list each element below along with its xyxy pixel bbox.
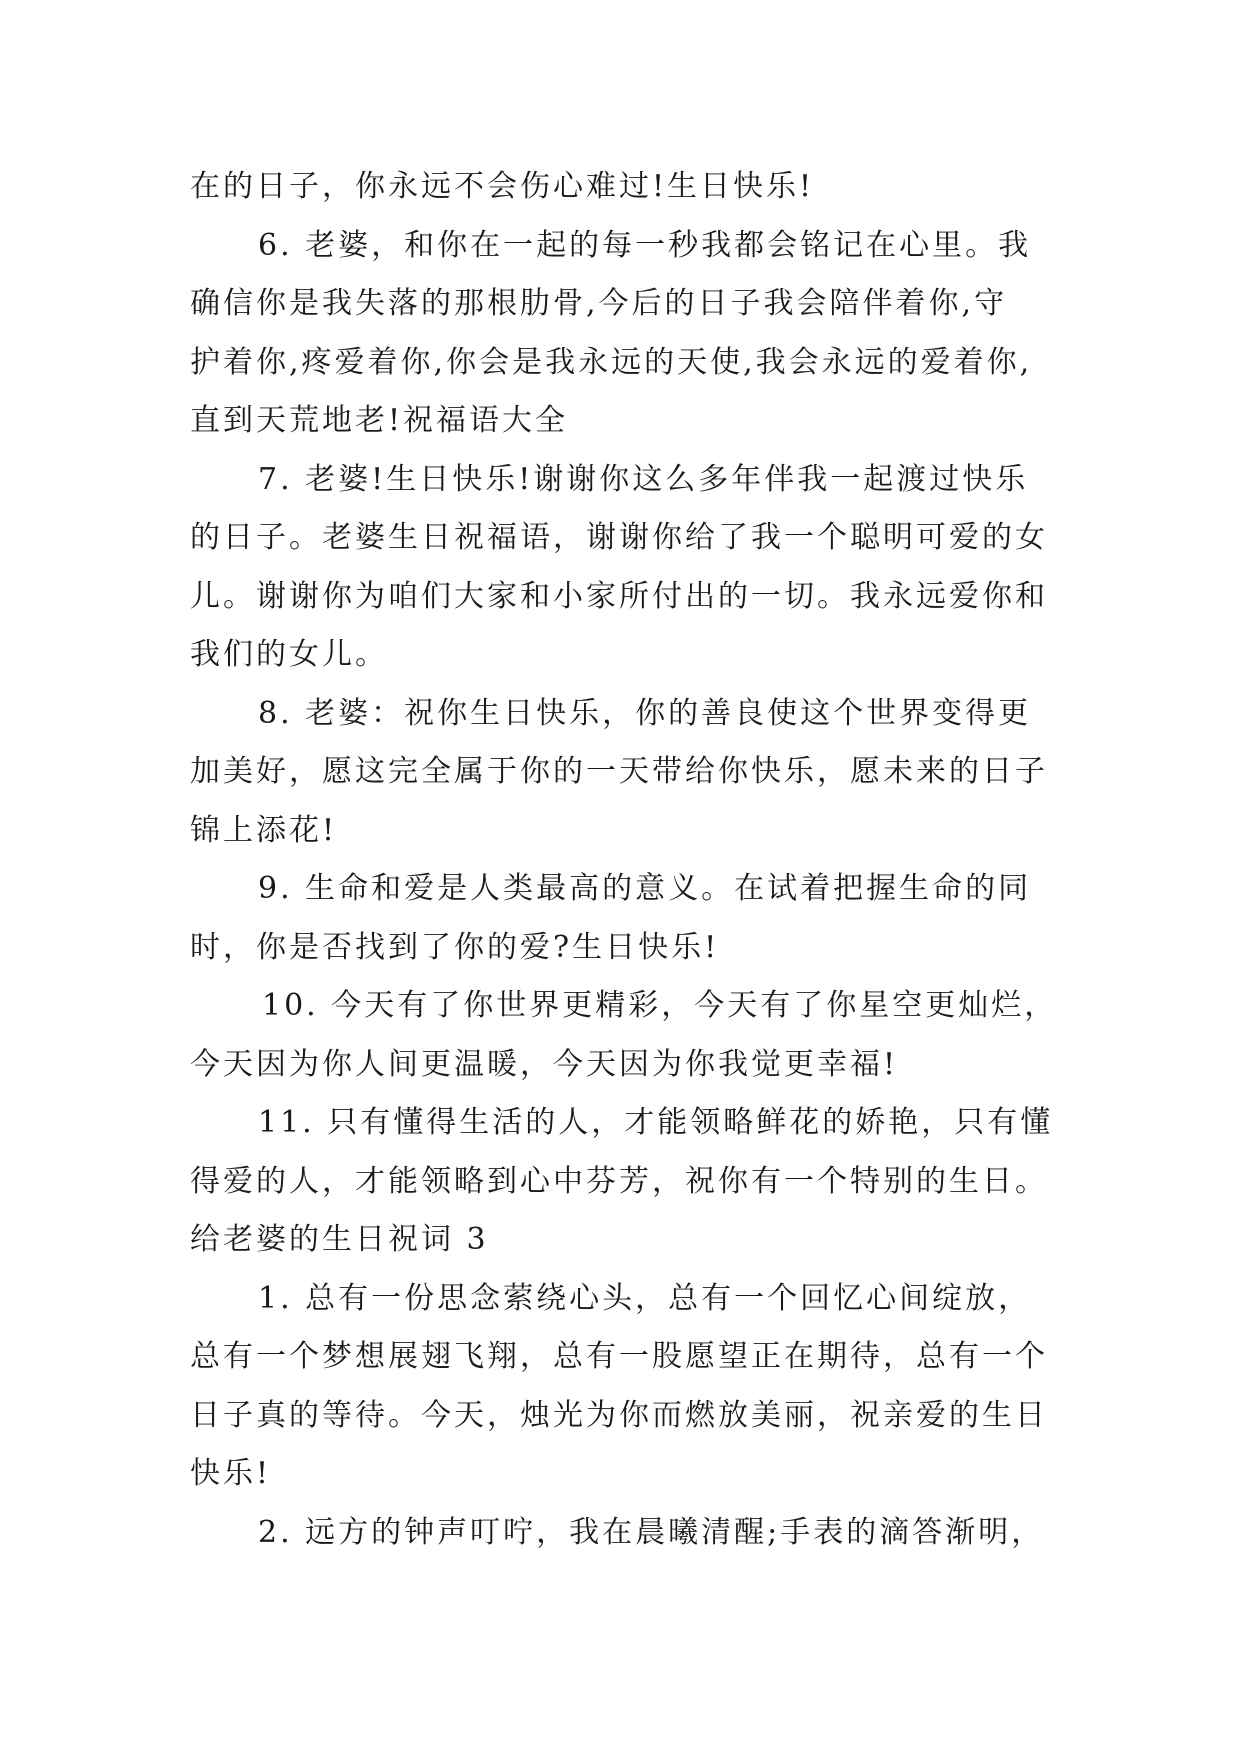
text-line: 时，你是否找到了你的爱?生日快乐! xyxy=(190,929,720,965)
text-line: 快乐! xyxy=(190,1456,272,1491)
text-line: 我们的女儿。 xyxy=(190,637,388,672)
text-line: 总有一个梦想展翅飞翔，总有一股愿望正在期待，总有一个 xyxy=(190,1339,1048,1374)
text-line: 加美好，愿这完全属于你的一天带给你快乐，愿未来的日子 xyxy=(190,754,1048,789)
section-heading: 给老婆的生日祝词 3 xyxy=(190,1222,489,1257)
text-line: 的日子。老婆生日祝福语，谢谢你给了我一个聪明可爱的女 xyxy=(190,520,1048,555)
text-line: 9. 生命和爱是人类最高的意义。在试着把握生命的同 xyxy=(258,871,1032,906)
text-line: 今天因为你人间更温暖，今天因为你我觉更幸福! xyxy=(190,1046,899,1082)
text-line: 2. 远方的钟声叮咛，我在晨曦清醒;手表的滴答渐明， xyxy=(258,1514,1045,1550)
text-line: 1. 总有一份思念萦绕心头，总有一个回忆心间绽放， xyxy=(258,1280,1032,1316)
text-line: 11. 只有懂得生活的人，才能领略鲜花的娇艳，只有懂 xyxy=(258,1105,1054,1140)
text-line: 10. 今天有了你世界更精彩，今天有了你星空更灿烂， xyxy=(262,988,1058,1023)
text-line: 护着你,疼爱着你,你会是我永远的天使,我会永远的爱着你, xyxy=(190,344,1033,380)
text-line: 8. 老婆：祝你生日快乐，你的善良使这个世界变得更 xyxy=(258,695,1032,731)
text-line: 在的日子，你永远不会伤心难过!生日快乐! xyxy=(190,169,815,204)
text-line: 日子真的等待。今天，烛光为你而燃放美丽，祝亲爱的生日 xyxy=(190,1397,1048,1433)
text-line: 锦上添花! xyxy=(190,812,338,848)
text-line: 7. 老婆!生日快乐!谢谢你这么多年伴我一起渡过快乐 xyxy=(258,461,1029,497)
text-line: 得爱的人，才能领略到心中芬芳，祝你有一个特别的生日。 xyxy=(190,1163,1048,1199)
text-line: 6. 老婆，和你在一起的每一秒我都会铭记在心里。我 xyxy=(258,227,1032,263)
text-line: 确信你是我失落的那根肋骨,今后的日子我会陪伴着你,守 xyxy=(190,286,1008,321)
document-body xyxy=(190,158,1070,1562)
text-line: 儿。谢谢你为咱们大家和小家所付出的一切。我永远爱你和 xyxy=(190,578,1048,614)
text-line: 直到天荒地老!祝福语大全 xyxy=(190,403,569,438)
